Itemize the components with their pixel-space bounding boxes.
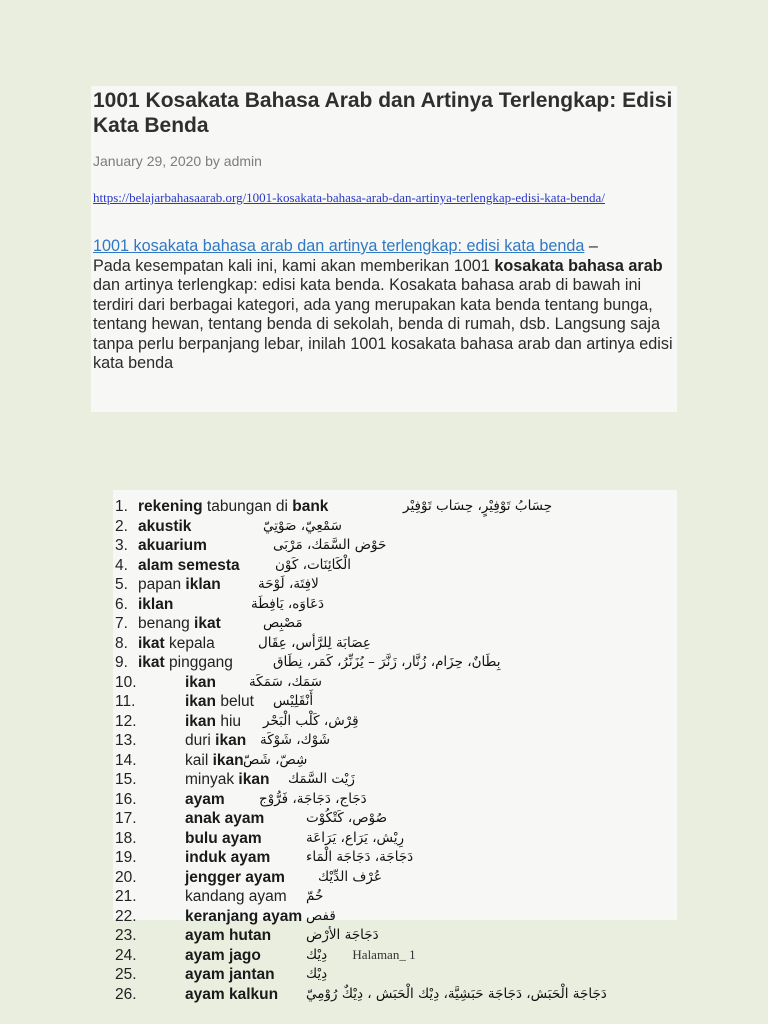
intro-bold-keyword: kosakata bahasa arab <box>494 256 663 275</box>
intro-text-1: Pada kesempatan kali ini, kami akan memberikan 1001 <box>93 256 495 275</box>
vocab-number: 26. <box>115 985 137 1003</box>
vocab-item <box>113 966 673 986</box>
vocab-term-bold: ayam jantan <box>185 966 275 983</box>
vocab-term <box>185 908 302 926</box>
vocab-item <box>113 927 673 947</box>
vocab-number: 24. <box>115 946 137 964</box>
vocab-arabic: دَعَاوَه، يَافِطَة <box>251 595 325 612</box>
vocab-number: 1. <box>115 498 128 515</box>
vocab-term-bold: ayam jago <box>185 946 261 964</box>
vocab-number: 11. <box>115 693 136 710</box>
vocab-term <box>185 927 271 945</box>
vocab-item <box>113 674 673 694</box>
vocab-term <box>138 615 221 633</box>
vocab-item <box>113 713 673 733</box>
vocab-item <box>113 986 673 1006</box>
vocab-arabic: دِيْك <box>306 966 328 982</box>
vocab-number: 5. <box>115 576 128 593</box>
vocab-list <box>113 498 673 1005</box>
vocab-arabic: دَجَاجَة الأرْض <box>306 927 379 943</box>
vocab-arabic: خُمّ <box>306 888 324 904</box>
vocab-item <box>113 576 673 596</box>
vocab-term <box>185 752 244 770</box>
vocab-item <box>113 869 673 889</box>
by-label: by <box>205 153 220 169</box>
vocab-item <box>113 732 673 752</box>
vocab-term-text: hiu <box>216 712 242 730</box>
vocab-term-bold: ikan <box>238 771 270 788</box>
vocab-arabic: سَمْعِيّ، صَوْتِيّ <box>263 517 342 534</box>
vocab-item <box>113 908 673 928</box>
vocab-term-bold: rekening <box>138 498 203 515</box>
vocab-number: 19. <box>115 849 137 866</box>
vocab-term-bold: keranjang ayam <box>185 907 303 925</box>
vocab-arabic: شِصّ، شَصّ <box>243 751 308 768</box>
vocab-term-bold: ikan <box>212 751 244 769</box>
vocab-term-bold: ikat <box>138 654 165 671</box>
vocab-term-text: papan <box>138 576 186 593</box>
vocab-arabic: صُوْص، كَتْكُوْت <box>306 810 388 826</box>
vocab-term <box>138 576 221 594</box>
vocab-term-text: belut <box>216 693 254 710</box>
vocab-term-bold: bank <box>292 498 329 515</box>
page-footer: Halaman_ 1 <box>352 947 416 962</box>
vocab-term-bold: bulu ayam <box>185 829 262 847</box>
vocab-number: 14. <box>115 751 137 769</box>
vocab-arabic: دِيْك <box>306 946 328 963</box>
vocab-arabic: شَوْك، شَوْكَة <box>260 732 331 748</box>
article-meta <box>93 153 262 169</box>
vocab-number: 16. <box>115 790 137 808</box>
vocab-number: 22. <box>115 907 137 925</box>
vocab-term <box>185 713 241 731</box>
vocab-item <box>113 830 673 850</box>
vocab-term-bold: ikan <box>215 732 247 749</box>
article-author: admin <box>223 153 262 169</box>
intro-title-link[interactable]: 1001 kosakata bahasa arab dan artinya terlengkap: edisi kata benda <box>93 237 585 255</box>
vocab-number: 20. <box>115 868 137 886</box>
vocab-term-text: kepala <box>164 634 215 652</box>
vocab-arabic: دَجَاجَة الْحَبَش، دَجَاجَة حَبَشِيَّة، دِيْك الْحَبَش ، دِيْكٌ رُوْمِيّ <box>306 985 607 1002</box>
vocab-arabic: الْكَائِنَات، كَوْن <box>275 556 352 573</box>
vocab-term-bold: iklan <box>185 576 221 593</box>
vocab-arabic: حِسَابُ تَوْفِيْرٍ، حِسَاب تَوْفِيْر <box>403 498 553 514</box>
vocab-number: 12. <box>115 712 137 730</box>
vocab-arabic: مَصْبِص <box>263 615 303 631</box>
article-date: January 29, 2020 <box>93 153 202 169</box>
vocab-number: 25. <box>115 966 137 983</box>
vocab-term <box>138 557 240 575</box>
vocab-arabic: سَمَك، سَمَكَة <box>249 673 322 690</box>
vocab-arabic: بِطَانٌ، حِزَام، زُنَّار، زَنَّرَ – يُزَنِّرُ، كَمَر، نِطَاق <box>273 654 501 670</box>
vocab-item <box>113 518 673 538</box>
vocab-item <box>113 635 673 655</box>
vocab-number: 7. <box>115 615 128 632</box>
vocab-number: 17. <box>115 810 137 827</box>
vocab-item <box>113 771 673 791</box>
vocab-arabic: أَنْقَلِيْس <box>273 693 314 709</box>
vocab-term <box>138 596 173 614</box>
vocab-term-bold: akuarium <box>138 537 207 554</box>
article-title: 1001 Kosakata Bahasa Arab dan Artinya Terlengkap: Edisi Kata Benda <box>93 89 673 137</box>
vocab-term <box>138 635 215 653</box>
article-url-link[interactable]: https://belajarbahasaarab.org/1001-kosakata-bahasa-arab-dan-artinya-terlengkap-edisi-kata-benda/ <box>93 190 605 205</box>
vocab-term <box>185 674 216 692</box>
vocab-term-bold: ikan <box>185 693 217 710</box>
vocab-term <box>185 869 285 887</box>
vocab-term-bold: induk ayam <box>185 849 271 866</box>
vocab-number: 3. <box>115 537 128 554</box>
vocab-number: 15. <box>115 771 137 788</box>
vocab-item <box>113 752 673 772</box>
vocab-arabic: زَيْت السَّمَك <box>288 771 355 787</box>
vocab-term <box>185 810 264 828</box>
vocab-term-bold: ayam kalkun <box>185 985 279 1003</box>
vocab-term-text: minyak <box>185 771 239 788</box>
intro-dash: – <box>584 237 598 255</box>
vocab-item <box>113 537 673 557</box>
vocab-term-bold: ikat <box>194 615 221 632</box>
vocab-term-bold: jengger ayam <box>185 868 285 886</box>
vocab-item <box>113 498 673 518</box>
vocab-arabic: دَجَاجَة، دَجَاجَة الْمَاء <box>306 849 414 865</box>
vocab-item <box>113 557 673 577</box>
vocab-item <box>113 654 673 674</box>
vocab-term-text: tabungan di <box>202 498 293 515</box>
vocab-term-text: duri <box>185 732 216 749</box>
vocab-term <box>185 771 269 789</box>
vocab-arabic: حَوْض السَّمَك، مَرْبَى <box>273 537 387 553</box>
vocab-term-bold: akustik <box>138 517 192 535</box>
vocab-term-bold: ayam hutan <box>185 927 272 944</box>
vocab-arabic: رِيْش، يَرَاع، يَرَاعَة <box>306 829 405 846</box>
vocab-arabic: دَجَاج، دَجَاجَة، فَرُّوْج <box>259 790 367 807</box>
vocab-term-text: pinggang <box>164 654 233 671</box>
vocab-term-text: kandang ayam <box>185 888 287 905</box>
vocab-term <box>185 693 254 711</box>
intro-text-2: dan artinya terlengkap: edisi kata benda. Kosakata bahasa arab di bawah ini terdiri dari berbagai kategori, ada yang merupakan kata benda tentang bunga, tentang hewan, tentang benda di sekolah, benda di rumah, dsb. Langsung saja tanpa perlu berpanjang lebar, inilah 1001 kosakata bahasa arab dan artinya edisi kata benda <box>93 276 673 372</box>
vocab-term <box>185 732 246 750</box>
vocab-arabic: عُرْف الدِّيْك <box>318 868 382 885</box>
vocab-term <box>185 966 275 984</box>
vocab-number: 21. <box>115 888 137 905</box>
vocab-term-bold: ikat <box>138 634 165 652</box>
vocab-arabic: قِرْش، كَلْب الْبَحْر <box>263 712 359 729</box>
vocab-term <box>185 888 287 906</box>
vocab-number: 4. <box>115 556 128 574</box>
vocab-term <box>138 537 207 555</box>
vocab-item <box>113 693 673 713</box>
vocab-term-text: benang <box>138 615 195 632</box>
intro-paragraph <box>93 237 677 374</box>
vocab-term-bold: anak ayam <box>185 810 265 827</box>
vocab-arabic: عِصَابَة لِلرَّأس، عِقَال <box>258 634 371 651</box>
vocab-item <box>113 810 673 830</box>
vocab-term <box>185 791 225 809</box>
vocab-term <box>138 498 328 516</box>
vocab-number: 8. <box>115 634 128 652</box>
vocab-number: 18. <box>115 829 137 847</box>
vocab-term-text: kail <box>185 751 213 769</box>
vocab-item <box>113 615 673 635</box>
vocab-term-bold: ayam <box>185 790 225 808</box>
vocab-term <box>138 518 191 536</box>
vocab-arabic: لافِتَة، لَوْحَة <box>258 576 319 592</box>
vocab-term <box>185 830 262 848</box>
vocab-term <box>185 986 278 1004</box>
vocab-item <box>113 849 673 869</box>
vocab-term-bold: alam semesta <box>138 556 240 574</box>
vocab-number: 9. <box>115 654 128 671</box>
vocab-item <box>113 791 673 811</box>
vocab-arabic: قفص <box>306 907 336 924</box>
vocab-item <box>113 888 673 908</box>
vocab-term <box>138 654 233 672</box>
vocab-number: 23. <box>115 927 137 944</box>
vocab-term-bold: ikan <box>185 673 217 691</box>
vocab-term-bold: iklan <box>138 595 174 613</box>
vocab-term-bold: ikan <box>185 712 217 730</box>
vocab-number: 10. <box>115 673 137 691</box>
vocab-number: 13. <box>115 732 137 749</box>
vocab-term <box>185 849 270 867</box>
vocab-item <box>113 596 673 616</box>
vocab-number: 6. <box>115 595 128 613</box>
vocab-number: 2. <box>115 517 128 535</box>
